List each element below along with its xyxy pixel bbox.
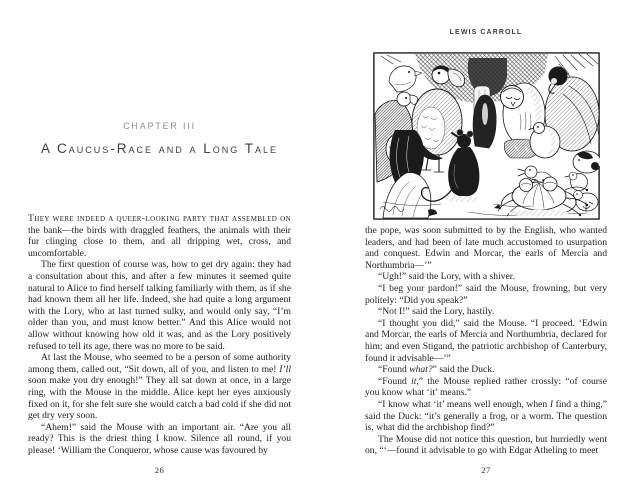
page-right <box>320 0 640 496</box>
paragraph <box>365 376 607 399</box>
text-segment: “I beg your pardon!” said the Mouse, frowning, but very politely: “Did you speak?” <box>365 282 607 306</box>
text-segment: ” said the Duck. <box>432 364 495 376</box>
paragraph <box>365 306 607 318</box>
text-segment: The first question of course was, how to get dry again: they had a consultation about this, and after a few minutes it seemed quite natural to Alice to find herself talking familiarly with them, as if she had known them all her life. Indeed, she had quite a long argument with the Lory, who at last turned sulky, and would only say, “I’m older than you, and must know better.” And this Alice would not allow without knowing how old it was, and as the Lory positively refused to tell its age, there was no more to be said. <box>28 259 291 352</box>
text-segment: “I know what ‘it’ means well enough, when <box>378 398 550 410</box>
chapter-heading <box>28 121 291 156</box>
paragraph <box>28 352 291 422</box>
paragraph <box>365 271 607 283</box>
text-segment: find a thing,” said the Duck: “it’s generally a frog, or a worm. The question is, what did the archbishop find?” <box>365 398 607 434</box>
caucus-party-engraving <box>373 52 600 220</box>
paragraph <box>365 283 607 306</box>
text-segment: “Found <box>378 364 410 376</box>
text-segment: The Mouse did not notice this question, but hurriedly went on, “‘—found it advisable to go with Edgar Atheling to meet <box>365 433 607 457</box>
text-segment: At last the Mouse, who seemed to be a person of some authority among them, called out, “Sit down, all of you, and listen to me! <box>28 352 291 375</box>
paragraph <box>365 225 607 271</box>
text-segment: “Not I!” said the Lory, hastily. <box>378 306 495 318</box>
chapter-label: CHAPTER III <box>123 121 196 131</box>
paragraph <box>365 364 607 376</box>
text-segment: the pope, was soon submitted to by the English, who wanted leaders, and had been of late much accustomed to usurpation and conquest. Edwin and Morcar, the earls of Mercia and Northumbria—’” <box>365 225 607 271</box>
right-text-column <box>365 225 607 457</box>
guinea-pig <box>573 151 600 173</box>
paragraph <box>365 399 607 434</box>
text-segment: ,” the Mouse replied rather crossly: “of course you know what ‘it’ means.” <box>365 375 607 399</box>
paragraph <box>28 259 291 352</box>
paragraph <box>365 318 607 364</box>
text-segment: They were indeed a queer-looking party that assembled on <box>28 213 291 224</box>
running-header: LEWIS CARROLL <box>449 29 523 36</box>
text-segment: “Found <box>378 375 412 387</box>
paragraph <box>365 434 607 457</box>
text-segment: soon make you dry enough!” They all sat down at once, in a large ring, with the Mouse in the middle. Alice kept her eyes anxiously fixed on it, for she felt sure she would catch a bad cold if she did not get dry very soon. <box>28 375 291 422</box>
text-segment: it <box>411 375 417 387</box>
text-segment: “Ahem!” said the Mouse with an important air. “Are you all ready? This is the driest thing I know. Silence all round, if you please! ‘William the Conqueror, whose cause was favoured by <box>28 421 291 456</box>
paragraph <box>28 213 291 259</box>
page-number-left: 26 <box>154 465 165 475</box>
paragraph <box>28 422 291 457</box>
text-segment: I’ll <box>279 363 291 375</box>
left-text-column <box>28 213 291 456</box>
text-segment: I <box>549 398 554 410</box>
dark-figure <box>473 95 496 148</box>
text-segment: the bank—the birds with draggled feathers, the animals with their fur clinging close to them, and all dripping wet, cross, and uncomfortable. <box>28 224 291 259</box>
text-segment: “I thought you did,” said the Mouse. “I proceed. ‘Edwin and Morcar, the earls of Mercia and Northumbria, declared for him; and even Stigand, the patriotic archbishop of Canterbury, found it advisable—’” <box>365 317 607 364</box>
caucus-party-illustration <box>373 52 600 220</box>
text-segment: “Ugh!” said the Lory, with a shiver. <box>378 271 515 283</box>
chapter-title: A Caucus-Race and a Long Tale <box>40 141 279 156</box>
page-number-right: 27 <box>481 465 491 475</box>
text-segment: what? <box>409 364 433 376</box>
